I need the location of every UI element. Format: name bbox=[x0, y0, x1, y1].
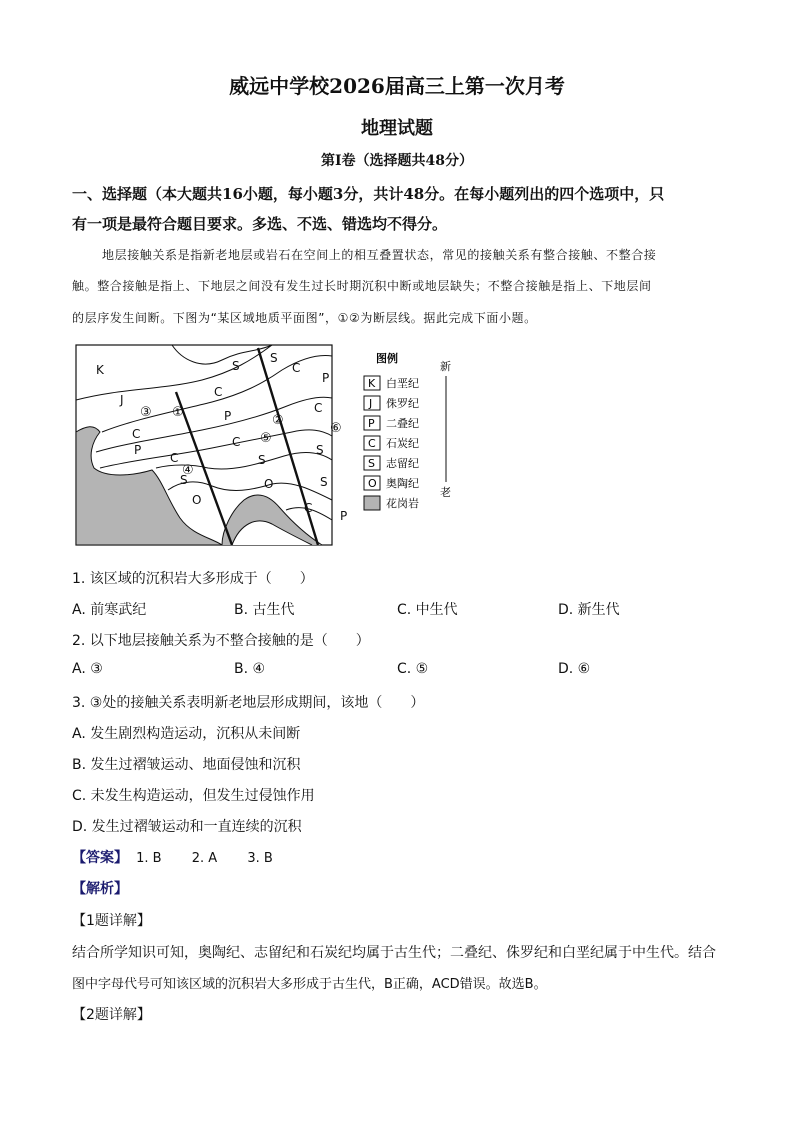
label-c-7: C bbox=[304, 501, 313, 515]
label-c-6: C bbox=[314, 401, 323, 415]
legend-code-j: J bbox=[369, 397, 373, 410]
q3-option-c[interactable]: C. 未发生构造运动，但发生过侵蚀作用 bbox=[72, 788, 315, 804]
intro-line3: 的层序发生间断。下图为“某区域地质平面图”，①②为断层线。据此完成下面小题。 bbox=[72, 311, 537, 325]
legend-name-p: 二叠纪 bbox=[386, 417, 419, 430]
q1-option-d[interactable]: D. 新生代 bbox=[558, 602, 620, 618]
label-s-1: S bbox=[180, 473, 188, 487]
legend-code-p: P bbox=[368, 417, 375, 430]
label-j: J bbox=[120, 393, 124, 407]
q1-option-a[interactable]: A. 前寒武纪 bbox=[72, 602, 147, 618]
q1-option-b[interactable]: B. 古生代 bbox=[234, 602, 295, 618]
volume-title: 第Ⅰ卷（选择题共48分） bbox=[320, 153, 474, 169]
map-legend bbox=[364, 351, 451, 510]
answer-item-3: 3. B bbox=[247, 851, 273, 866]
label-p-4: P bbox=[340, 509, 348, 523]
label-c-4: C bbox=[232, 435, 241, 449]
q3-option-b[interactable]: B. 发生过褶皱运动、地面侵蚀和沉积 bbox=[72, 757, 301, 773]
label-p-3: P bbox=[322, 371, 330, 385]
answer-row bbox=[72, 847, 299, 867]
label-c-3: C bbox=[214, 385, 223, 399]
label-s-2: S bbox=[232, 359, 240, 373]
q1-option-c[interactable]: C. 中生代 bbox=[397, 602, 458, 618]
label-s-6: S bbox=[320, 475, 328, 489]
legend-name-j: 侏罗纪 bbox=[386, 397, 419, 410]
label-p-1: P bbox=[134, 443, 142, 457]
marker-5: ⑤ bbox=[260, 431, 272, 446]
q1-detail-line2: 图中字母代号可知该区域的沉积岩大多形成于古生代，B正确，ACD错误。故选B。 bbox=[72, 977, 547, 992]
legend-code-c: C bbox=[368, 437, 376, 450]
label-o-1: O bbox=[192, 493, 202, 507]
label-p-2: P bbox=[224, 409, 232, 423]
question-1-stem: 1. 该区域的沉积岩大多形成于（ ） bbox=[72, 571, 314, 587]
q1-detail-line1: 结合所学知识可知，奥陶纪、志留纪和石炭纪均属于古生代；二叠纪、侏罗纪和白垩纪属于中生代。结合 bbox=[72, 945, 716, 961]
label-c-5: C bbox=[292, 361, 301, 375]
q2-option-b[interactable]: B. ④ bbox=[234, 661, 266, 677]
label-c-2: C bbox=[170, 451, 179, 465]
section-instruction-line2: 有一项是最符合题目要求。多选、不选、错选均不得分。 bbox=[72, 215, 448, 233]
legend-new-label: 新 bbox=[440, 360, 451, 373]
q2-option-d[interactable]: D. ⑥ bbox=[558, 661, 591, 677]
legend-code-k: K bbox=[368, 377, 376, 390]
intro-line2: 触。整合接触是指上、下地层之间没有发生过长时期沉积中断或地层缺失；不整合接触是指上、下地层间 bbox=[72, 279, 652, 293]
q3-option-a[interactable]: A. 发生剧烈构造运动，沉积从未间断 bbox=[72, 726, 301, 742]
marker-2: ② bbox=[272, 413, 284, 428]
answer-item-2: 2. A bbox=[191, 851, 218, 866]
answer-tag: 【答案】 bbox=[72, 850, 128, 866]
legend-name-o: 奥陶纪 bbox=[386, 477, 419, 490]
q1-detail-heading: 【1题详解】 bbox=[72, 913, 151, 929]
analysis-tag: 【解析】 bbox=[72, 881, 128, 897]
marker-3: ③ bbox=[140, 405, 152, 420]
q2-option-c[interactable]: C. ⑤ bbox=[397, 661, 429, 677]
q3-option-d[interactable]: D. 发生过褶皱运动和一直连续的沉积 bbox=[72, 819, 302, 835]
label-c-1: C bbox=[132, 427, 141, 441]
legend-name-c: 石炭纪 bbox=[386, 437, 419, 450]
intro-line1: 地层接触关系是指新老地层或岩石在空间上的相互叠置状态，常见的接触关系有整合接触、不整合接 bbox=[102, 248, 657, 262]
marker-4: ④ bbox=[182, 463, 194, 478]
answer-item-1: 1. B bbox=[136, 851, 162, 866]
legend-code-s: S bbox=[368, 457, 375, 470]
exam-title: 威远中学校2026届高三上第一次月考 bbox=[229, 74, 565, 98]
label-s-3: S bbox=[258, 453, 266, 467]
label-s-5: S bbox=[316, 443, 324, 457]
legend-name-s: 志留纪 bbox=[386, 457, 419, 470]
map-area bbox=[76, 345, 332, 545]
legend-title: 图例 bbox=[376, 352, 398, 365]
section-instruction-line1: 一、选择题（本大题共16小题，每小题3分，共计48分。在每小题列出的四个选项中，只 bbox=[72, 185, 665, 203]
q2-option-a[interactable]: A. ③ bbox=[72, 661, 103, 677]
marker-1: ① bbox=[172, 405, 184, 420]
label-o-2: O bbox=[264, 477, 274, 491]
marker-6: ⑥ bbox=[330, 421, 342, 436]
question-2-stem: 2. 以下地层接触关系为不整合接触的是（ ） bbox=[72, 633, 370, 649]
legend-code-o: O bbox=[368, 477, 377, 490]
geologic-map-figure bbox=[72, 340, 462, 550]
legend-old-label: 老 bbox=[440, 486, 451, 499]
q2-detail-heading: 【2题详解】 bbox=[72, 1007, 151, 1023]
legend-name-k: 白垩纪 bbox=[386, 377, 419, 390]
label-k: K bbox=[96, 363, 104, 377]
subject-title: 地理试题 bbox=[361, 118, 433, 139]
legend-name-granite: 花岗岩 bbox=[386, 497, 419, 510]
label-s-4: S bbox=[270, 351, 278, 365]
question-3-stem: 3. ③处的接触关系表明新老地层形成期间，该地（ ） bbox=[72, 695, 425, 711]
